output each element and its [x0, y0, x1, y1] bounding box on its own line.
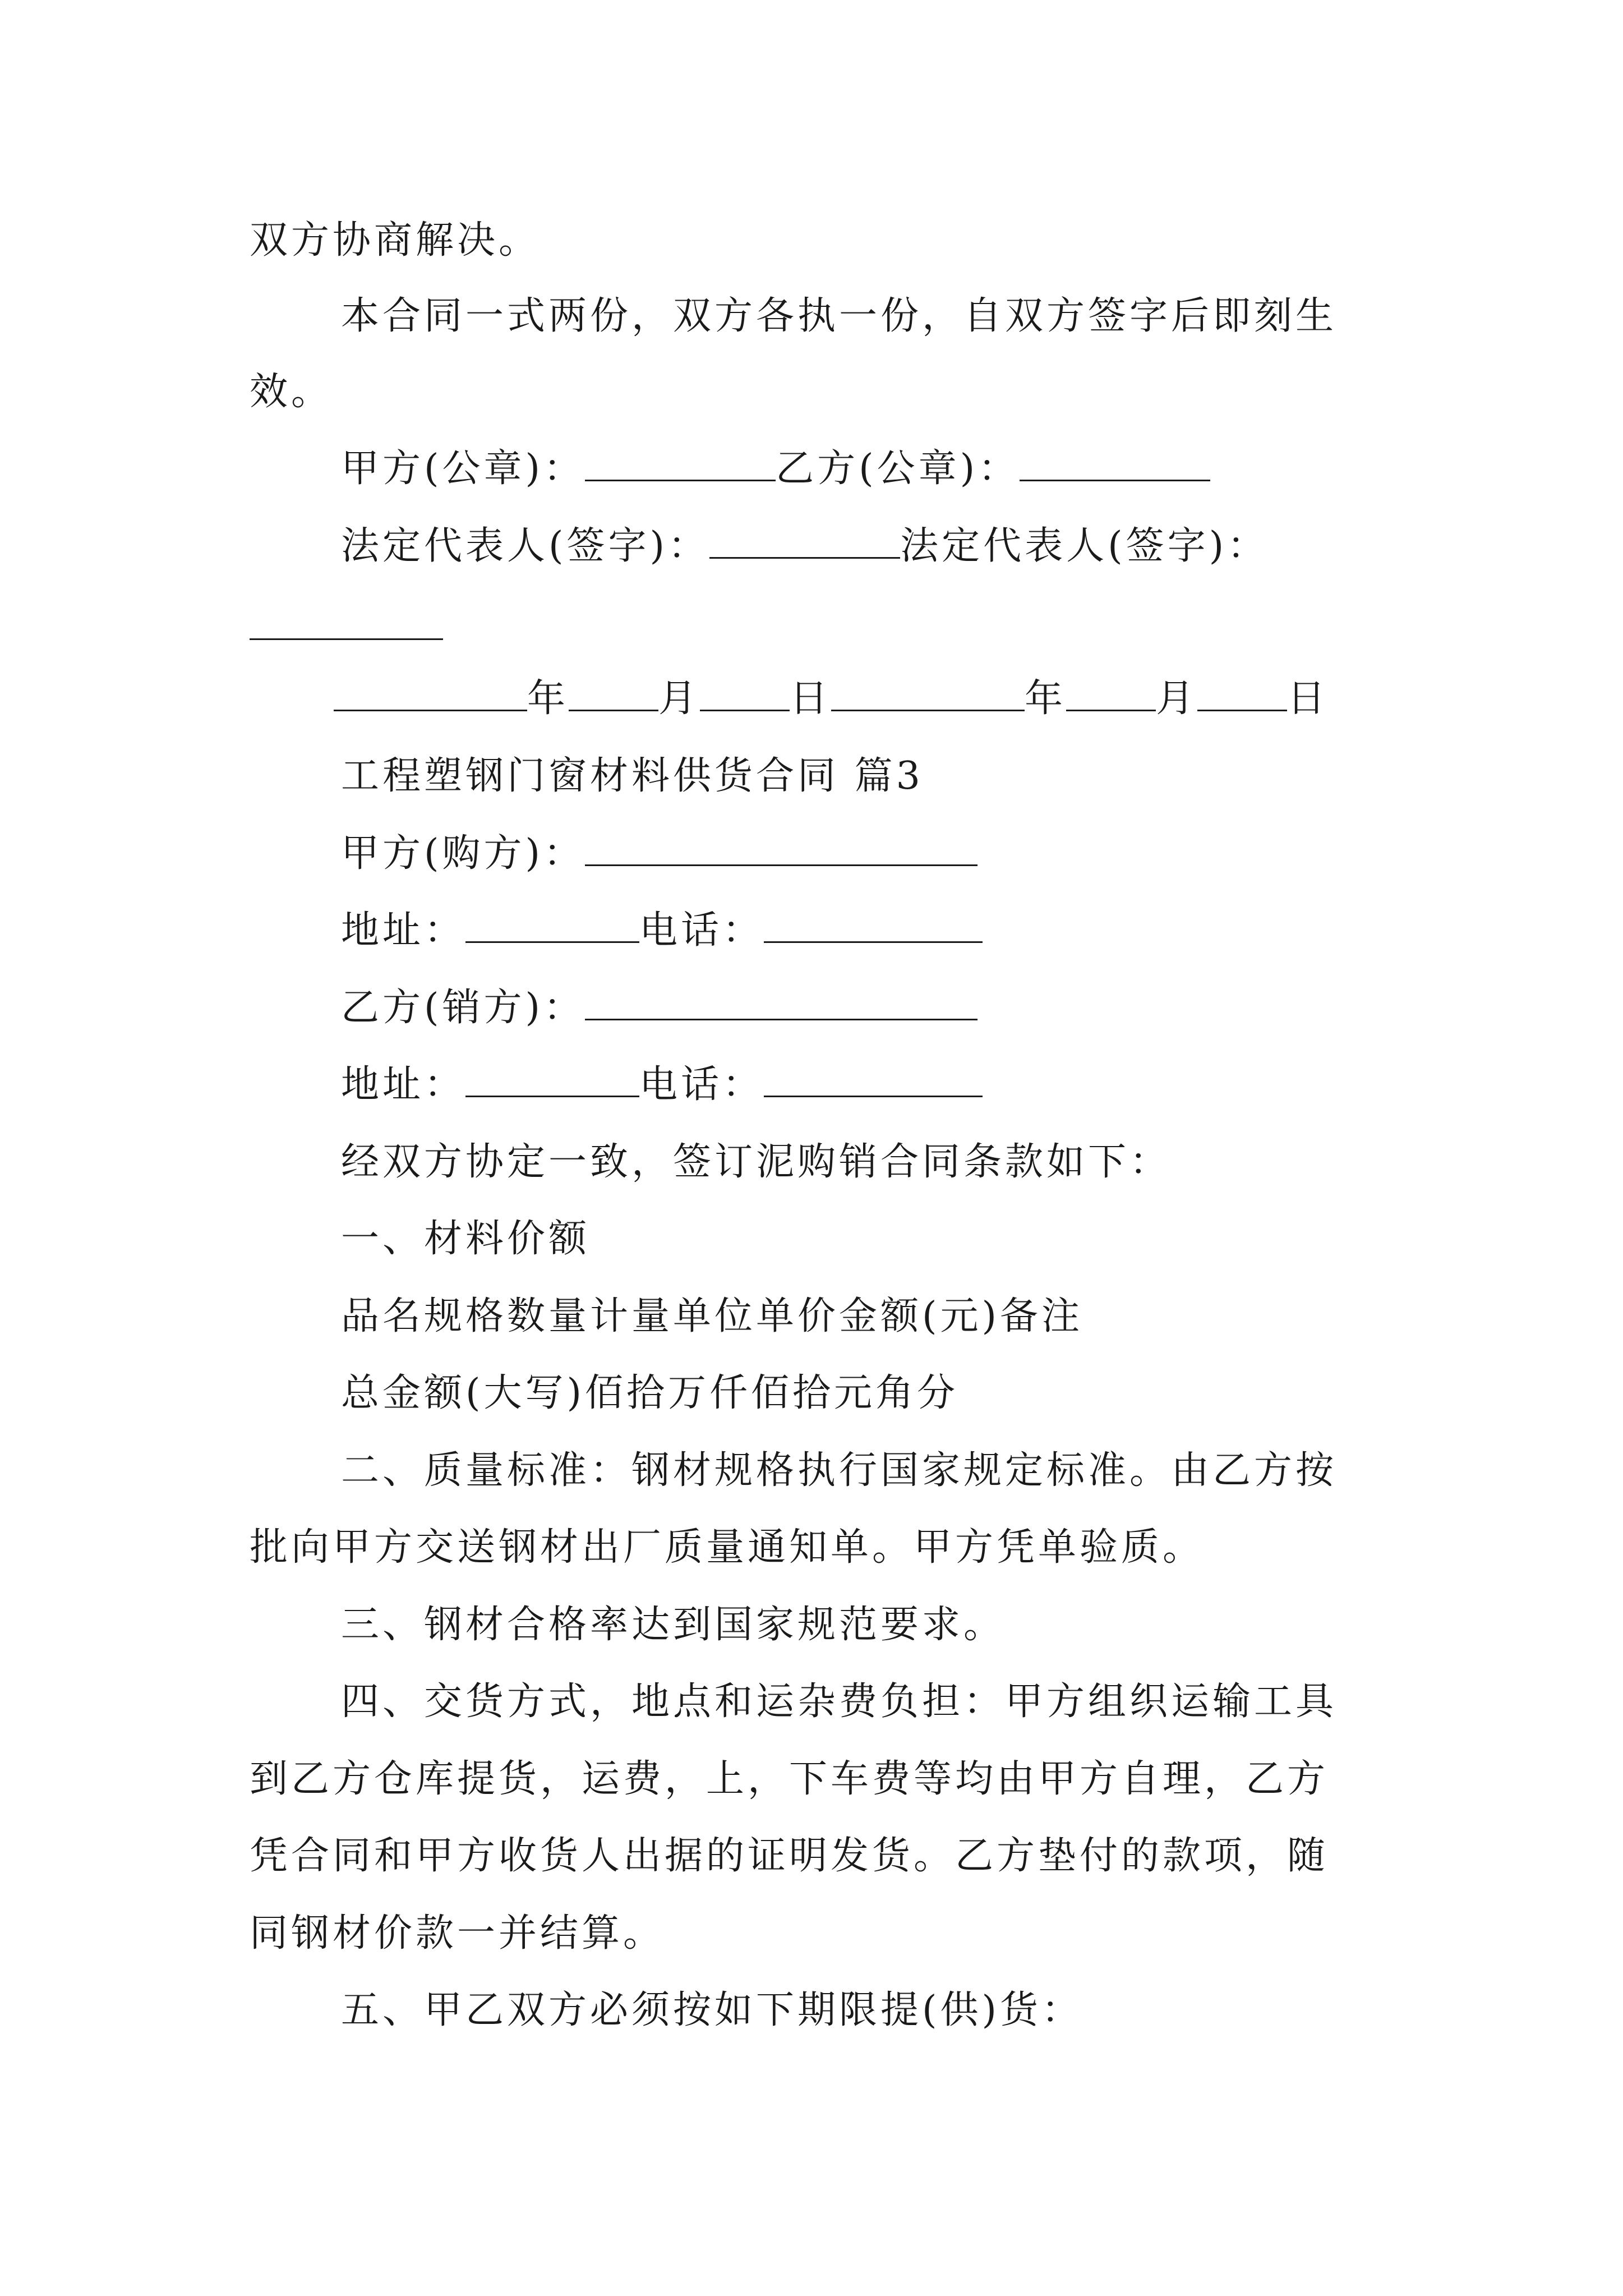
year-blank — [831, 705, 1025, 711]
paragraph-line: 四、交货方式，地点和运杂费负担：甲方组织运输工具 — [341, 1680, 1338, 1724]
month-label: 月 — [658, 677, 700, 721]
party-a-representative-label: 法定代表人(签字)： — [341, 524, 710, 568]
phone-label: 电话： — [639, 908, 764, 953]
phone-label: 电话： — [639, 1062, 764, 1107]
clause-heading: 一、材料价额 — [341, 1217, 591, 1261]
total-amount-text: 总金额(大写)佰拾万仟佰拾元角分 — [341, 1371, 959, 1415]
paragraph-line: 三、钢材合格率达到国家规范要求。 — [341, 1603, 1006, 1647]
party-a-label: 甲方(购方)： — [341, 831, 585, 876]
paragraph-line: 双方协商解决。 — [250, 218, 541, 263]
party-b-seal-label: 乙方(公章)： — [776, 447, 1020, 491]
party-a-seal-blank — [585, 475, 776, 481]
party-a-line — [341, 831, 978, 876]
paragraph-line: 到乙方仓库提货，运费，上，下车费等均由甲方自理，乙方 — [250, 1757, 1329, 1801]
party-b-representative-blank-line — [250, 609, 443, 647]
signature-line-representative — [341, 524, 1269, 568]
month-blank — [569, 705, 658, 711]
date-line — [334, 677, 1329, 721]
address-label: 地址： — [341, 908, 466, 953]
paragraph-line: 批向甲方交送钢材出厂质量通知单。甲方凭单验质。 — [250, 1525, 1205, 1570]
paragraph-line: 经双方协定一致，签订泥购销合同条款如下： — [341, 1140, 1172, 1184]
table-header-text: 品名规格数量计量单位单价金额(元)备注 — [341, 1294, 1083, 1338]
phone-blank — [764, 937, 983, 943]
month-label: 月 — [1156, 677, 1198, 721]
party-b-line — [341, 986, 978, 1030]
paragraph-line: 二、质量标准：钢材规格执行国家规定标准。由乙方按 — [341, 1448, 1338, 1493]
day-blank — [1197, 705, 1287, 711]
day-label: 日 — [1287, 677, 1329, 721]
year-label: 年 — [1025, 677, 1067, 721]
paragraph-line: 凭合同和甲方收货人出据的证明发货。乙方垫付的款项，随 — [250, 1834, 1329, 1878]
party-a-representative-blank — [709, 553, 900, 559]
party-b-representative-label: 法定代表人(签字)： — [900, 524, 1269, 568]
section-title: 工程塑钢门窗材料供货合同 篇3 — [341, 754, 924, 798]
address-blank — [465, 1091, 639, 1097]
signature-line-seal — [341, 447, 1210, 491]
year-label: 年 — [527, 677, 569, 721]
party-b-contact-line — [341, 1062, 983, 1107]
day-label: 日 — [790, 677, 832, 721]
paragraph-line: 五、甲乙双方必须按如下期限提(供)货： — [341, 1988, 1083, 2032]
day-blank — [700, 705, 790, 711]
party-b-blank — [585, 1014, 978, 1020]
address-label: 地址： — [341, 1062, 466, 1107]
address-blank — [465, 937, 639, 943]
paragraph-line: 效。 — [250, 370, 333, 414]
party-b-label: 乙方(销方)： — [341, 986, 585, 1030]
party-a-blank — [585, 860, 978, 866]
paragraph-line: 同钢材价款一并结算。 — [250, 1911, 665, 1955]
party-a-seal-label: 甲方(公章)： — [341, 447, 585, 491]
party-a-contact-line — [341, 908, 983, 953]
phone-blank — [764, 1091, 983, 1097]
month-blank — [1066, 705, 1156, 711]
paragraph-line: 本合同一式两份，双方各执一份，自双方签字后即刻生 — [341, 294, 1338, 338]
party-b-representative-blank — [250, 634, 443, 640]
year-blank — [334, 705, 527, 711]
party-b-seal-blank — [1020, 475, 1210, 481]
